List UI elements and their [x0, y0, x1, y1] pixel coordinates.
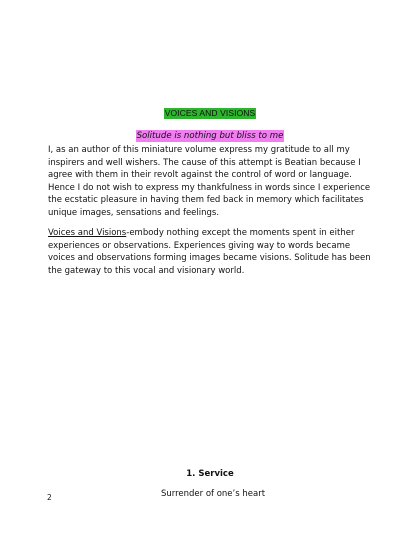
- underlined-book-title: Voices and Visions: [48, 228, 127, 238]
- section-heading-row: [0, 461, 420, 480]
- document-subtitle: Solitude is nothing but bliss to me: [136, 131, 284, 141]
- section-subheading: Surrender of one’s heart: [160, 489, 266, 499]
- paragraph-description-text: -embody nothing except the moments spent in either experiences or observations. Experiences giving way to words became voices and observations forming images became visions. Solitude has been the gateway to this vocal and visionary world.: [48, 228, 371, 276]
- section-subheading-row: [0, 481, 420, 500]
- paragraph-description: [48, 227, 374, 277]
- title-row: [0, 101, 420, 120]
- document-title: VOICES AND VISIONS: [164, 108, 256, 118]
- paragraph-gratitude: I, as an author of this miniature volume express my gratitude to all my inspirers and well wishers. The cause of this attempt is Beatian because I agree with them in their revolt against the control of word or language. Hence I do not wish to express my thankfulness in words since I experience the ecstatic pleasure in having them fed back in memory which facilitates unique images, sensations and feelings.: [48, 145, 371, 218]
- section-heading: 1. Service: [186, 469, 234, 479]
- subtitle-row: [0, 123, 420, 142]
- page-number: 2: [47, 493, 52, 502]
